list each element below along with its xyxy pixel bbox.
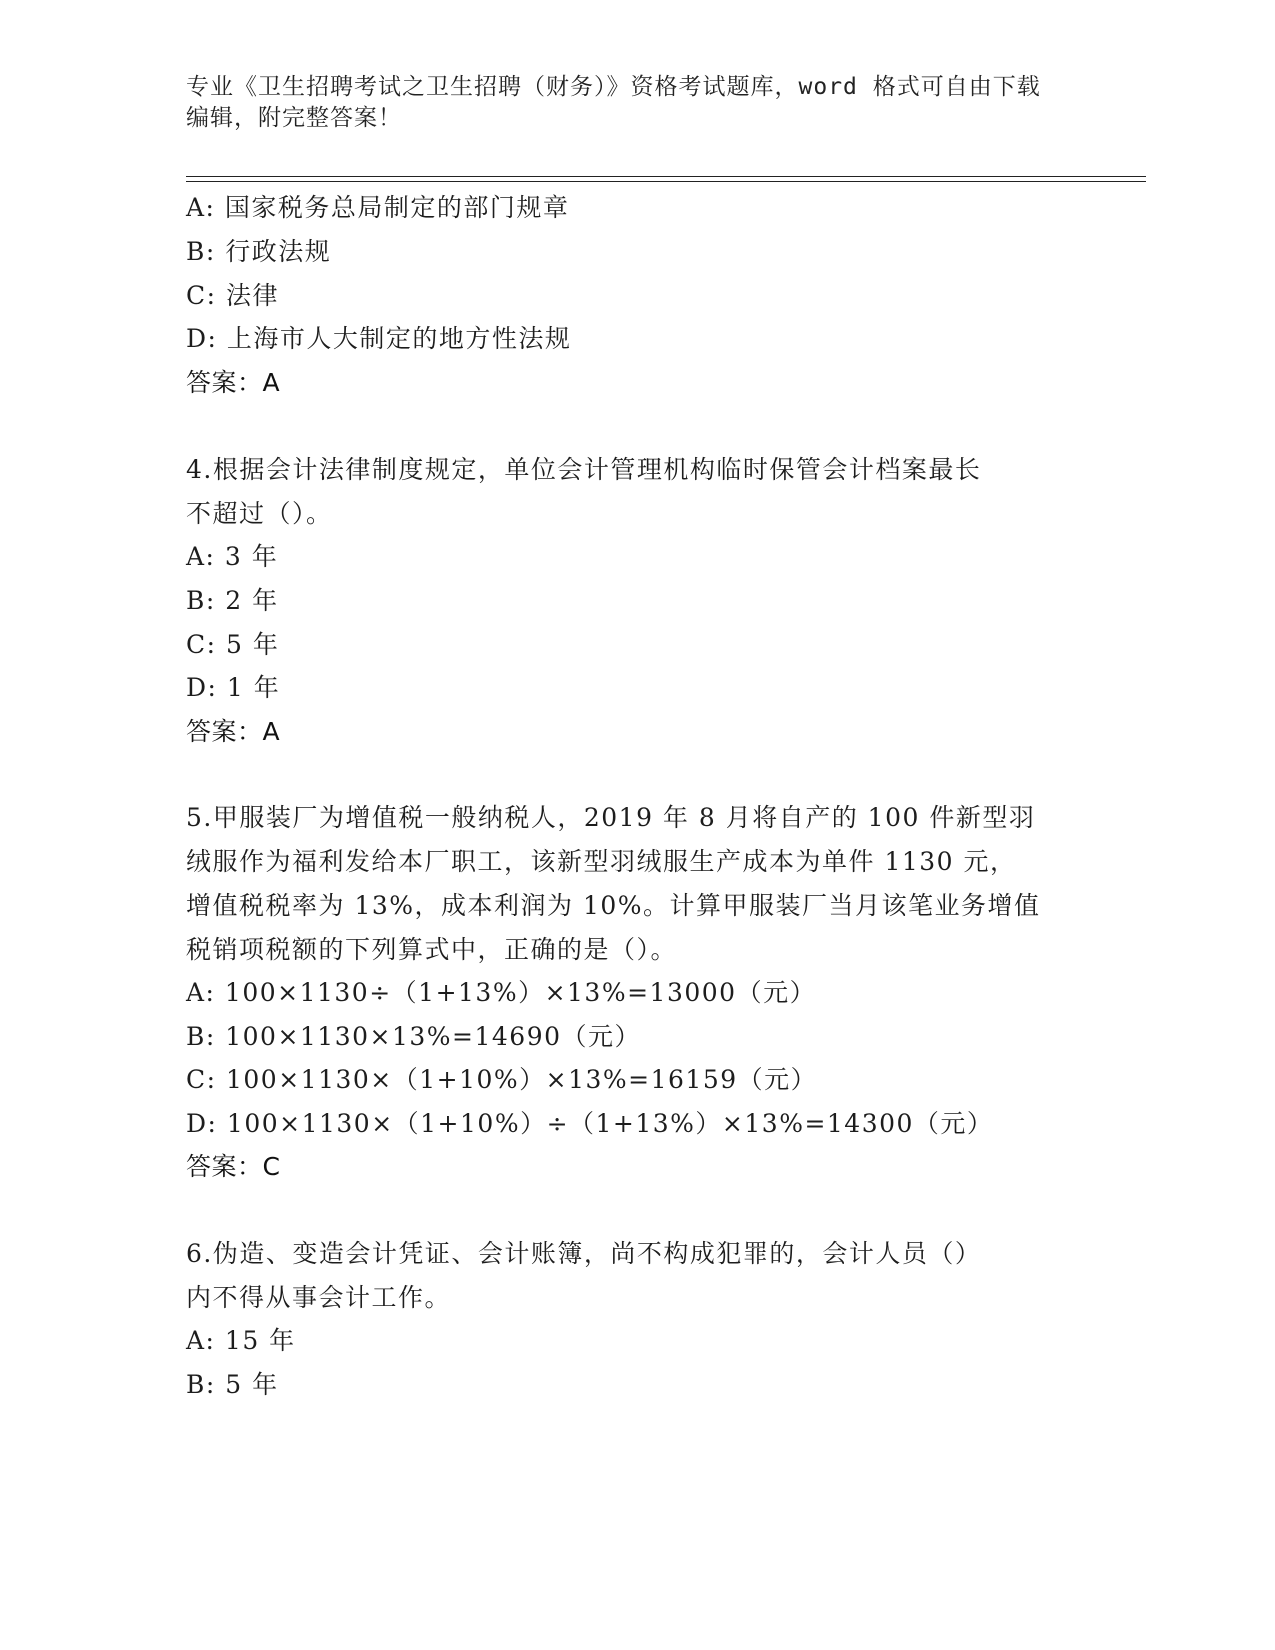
q4-option-a: A: 3 年 xyxy=(186,542,279,571)
q4-option-b: B: 2 年 xyxy=(186,586,279,615)
header-line-1: 专业《卫生招聘考试之卫生招聘（财务）》资格考试题库，word 格式可自由下载 xyxy=(186,74,1041,100)
header-line-2: 编辑，附完整答案！ xyxy=(186,105,402,131)
q4-option-d: D: 1 年 xyxy=(186,673,281,702)
q3-answer: 答案：A xyxy=(186,368,281,397)
q5-option-d: D: 100×1130×（1+10%）÷（1+13%）×13%=14300（元） xyxy=(186,1109,994,1138)
q5-answer: 答案：C xyxy=(186,1152,281,1181)
q4-stem-line-2: 不超过（）。 xyxy=(186,499,333,528)
q3-option-c: C: 法律 xyxy=(186,281,279,310)
q5-stem-line-4: 税销项税额的下列算式中，正确的是（）。 xyxy=(186,935,678,964)
q6-option-b: B: 5 年 xyxy=(186,1370,279,1399)
header-divider-bottom xyxy=(186,181,1146,182)
q5-stem-line-1: 5.甲服装厂为增值税一般纳税人，2019 年 8 月将自产的 100 件新型羽 xyxy=(186,803,1036,832)
q3-option-d: D: 上海市人大制定的地方性法规 xyxy=(186,324,572,353)
q5-stem-line-2: 绒服作为福利发给本厂职工，该新型羽绒服生产成本为单件 1130 元， xyxy=(186,847,1017,876)
q4-answer: 答案：A xyxy=(186,717,281,746)
document-header xyxy=(186,72,1066,134)
q5-option-a: A: 100×1130÷（1+13%）×13%=13000（元） xyxy=(186,978,817,1007)
q6-stem-line-1: 6.伪造、变造会计凭证、会计账簿，尚不构成犯罪的，会计人员（） xyxy=(186,1239,982,1268)
q6-option-a: A: 15 年 xyxy=(186,1326,296,1355)
header-divider-top xyxy=(186,176,1146,177)
q5-stem-line-3: 增值税税率为 13%，成本利润为 10%。计算甲服装厂当月该笔业务增值 xyxy=(186,891,1041,920)
q4-option-c: C: 5 年 xyxy=(186,630,280,659)
q4-stem-line-1: 4.根据会计法律制度规定，单位会计管理机构临时保管会计档案最长 xyxy=(186,455,982,484)
q6-stem-line-2: 内不得从事会计工作。 xyxy=(186,1283,452,1312)
q3-option-b: B: 行政法规 xyxy=(186,237,332,266)
q5-option-b: B: 100×1130×13%=14690（元） xyxy=(186,1022,642,1051)
q5-option-c: C: 100×1130×（1+10%）×13%=16159（元） xyxy=(186,1065,818,1094)
q3-option-a: A: 国家税务总局制定的部门规章 xyxy=(186,193,570,222)
